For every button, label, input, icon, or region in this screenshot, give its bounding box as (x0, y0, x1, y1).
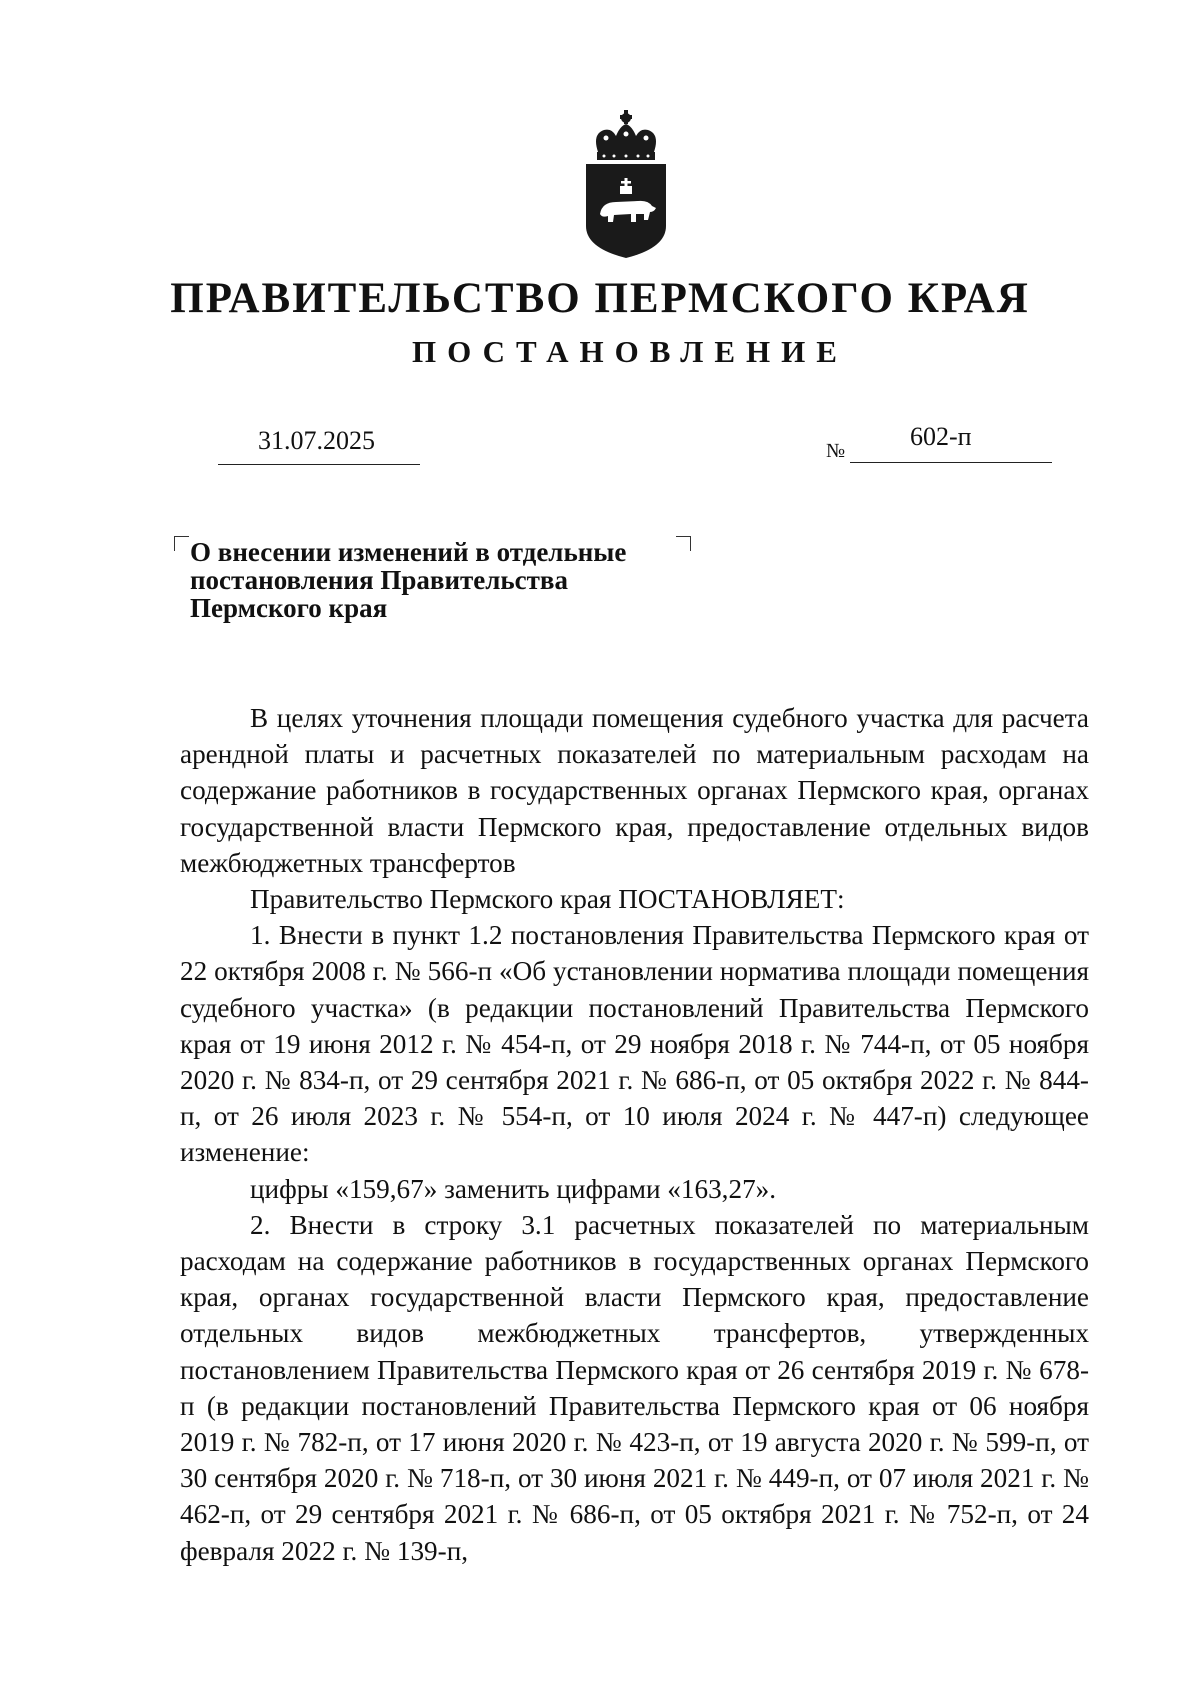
clause-2: 2. Внести в строку 3.1 расчетных показателей по материальным расходам на содержание работников в государственных органах Пермского края, органах государственной власти Пермского края, предоставление отдельных видов межбюджетных трансфертов, утвержденных постановлением Правительства Пермского края от 26 сентября 2019 г. № 678-п (в редакции постановлений Правительства Пермского края от 06 ноября 2019 г. № 782-п, от 17 июня 2020 г. № 423-п, от 19 августа 2020 г. № 599-п, от 30 сентября 2020 г. № 718-п, от 30 июня 2021 г. № 449-п, от 07 июля 2021 г. № 462-п, от 29 сентября 2021 г. № 686-п, от 05 октября 2021 г. № 752-п, от 24 февраля 2022 г. № 139-п, (180, 1209, 1089, 1566)
document-subject (190, 538, 690, 622)
coat-of-arms-emblem (580, 108, 672, 260)
document-number-field (850, 418, 1052, 463)
subject-line: Пермского края (190, 593, 388, 623)
document-body (180, 700, 1089, 1569)
subject-corner-left (174, 536, 189, 551)
organization-title: ПРАВИТЕЛЬСТВО ПЕРМСКОГО КРАЯ (170, 275, 1030, 322)
clause-1-change: цифры «159,67» заменить цифрами «163,27». (250, 1173, 777, 1204)
resolution-statement: Правительство Пермского края ПОСТАНОВЛЯЕТ: (250, 884, 845, 915)
subject-line: постановления Правительства (190, 565, 568, 595)
document-type: ПОСТАНОВЛЕНИЕ (412, 334, 848, 369)
number-label: № (826, 440, 846, 462)
document-date: 31.07.2025 (258, 426, 375, 455)
document-date-field (218, 420, 420, 465)
subject-line: О внесении изменений в отдельные (190, 537, 627, 567)
document-number: 602-п (910, 422, 972, 451)
clause-1: 1. Внести в пункт 1.2 постановления Правительства Пермского края от 22 октября 2008 г. № 566-п «Об установлении норматива площади помещения судебного участка» (в редакции постановлений Правительства Пермского края от 19 июня 2012 г. № 454-п, от 29 ноября 2018 г. № 744-п, от 05 ноября 2020 г. № 834-п, от 29 сентября 2021 г. № 686-п, от 05 октября 2022 г. № 844-п, от 26 июля 2023 г. № 554-п, от 10 июля 2024 г. № 447-п) следующее изменение: (180, 920, 1089, 1168)
preamble-paragraph: В целях уточнения площади помещения судебного участка для расчета арендной платы и расчетных показателей по материальным расходам на содержание работников в государственных органах Пермского края, органах государственной власти Пермского края, предоставление отдельных видов межбюджетных трансфертов (180, 703, 1089, 878)
